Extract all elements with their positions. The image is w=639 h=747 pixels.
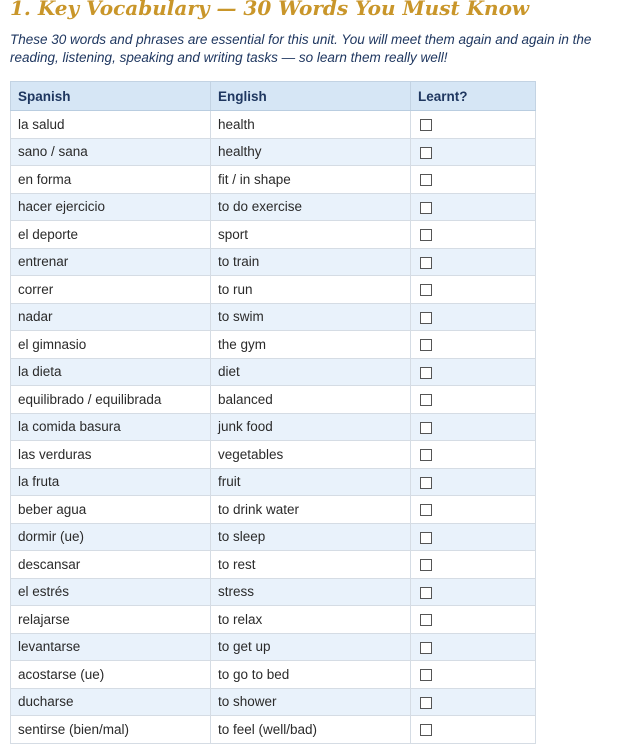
learnt-cell [411, 661, 536, 689]
spanish-term: el estrés [11, 578, 211, 606]
table-row [11, 578, 536, 606]
learnt-checkbox[interactable] [420, 504, 432, 516]
spanish-term: nadar [11, 303, 211, 331]
learnt-checkbox[interactable] [420, 642, 432, 654]
english-translation: diet [211, 358, 411, 386]
worksheet-page [10, 0, 630, 67]
learnt-checkbox[interactable] [420, 339, 432, 351]
table-row [11, 138, 536, 166]
learnt-checkbox[interactable] [420, 174, 432, 186]
learnt-cell [411, 331, 536, 359]
table-row [11, 496, 536, 524]
learnt-checkbox[interactable] [420, 229, 432, 241]
learnt-cell [411, 111, 536, 139]
learnt-checkbox[interactable] [420, 669, 432, 681]
table-row [11, 523, 536, 551]
learnt-cell [411, 303, 536, 331]
english-translation: to train [211, 248, 411, 276]
table-row [11, 661, 536, 689]
learnt-checkbox[interactable] [420, 257, 432, 269]
spanish-term: correr [11, 276, 211, 304]
learnt-checkbox[interactable] [420, 477, 432, 489]
learnt-checkbox[interactable] [420, 394, 432, 406]
english-translation: sport [211, 221, 411, 249]
english-translation: to sleep [211, 523, 411, 551]
learnt-cell [411, 193, 536, 221]
english-translation: healthy [211, 138, 411, 166]
spanish-term: la salud [11, 111, 211, 139]
english-translation: to feel (well/bad) [211, 716, 411, 744]
spanish-term: la comida basura [11, 413, 211, 441]
learnt-checkbox[interactable] [420, 697, 432, 709]
header-english: English [211, 82, 411, 111]
learnt-cell [411, 551, 536, 579]
english-translation: to drink water [211, 496, 411, 524]
table-row [11, 441, 536, 469]
header-learnt: Learnt? [411, 82, 536, 111]
learnt-cell [411, 166, 536, 194]
learnt-cell [411, 386, 536, 414]
learnt-cell [411, 221, 536, 249]
learnt-checkbox[interactable] [420, 614, 432, 626]
section-title: 1. Key Vocabulary — 30 Words You Must Know [10, 0, 530, 20]
learnt-checkbox[interactable] [420, 119, 432, 131]
learnt-checkbox[interactable] [420, 422, 432, 434]
spanish-term: sentirse (bien/mal) [11, 716, 211, 744]
learnt-cell [411, 606, 536, 634]
english-translation: vegetables [211, 441, 411, 469]
learnt-cell [411, 688, 536, 716]
learnt-cell [411, 138, 536, 166]
table-header-row [11, 82, 536, 111]
learnt-cell [411, 578, 536, 606]
table-row [11, 166, 536, 194]
spanish-term: levantarse [11, 633, 211, 661]
table-row [11, 248, 536, 276]
english-translation: health [211, 111, 411, 139]
table-row [11, 688, 536, 716]
learnt-cell [411, 441, 536, 469]
learnt-cell [411, 468, 536, 496]
learnt-cell [411, 496, 536, 524]
spanish-term: hacer ejercicio [11, 193, 211, 221]
intro-text: These 30 words and phrases are essential for this unit. You will meet them again and again in the reading, listening, speaking and writing tasks — so learn them really well! [10, 32, 592, 65]
table-row [11, 716, 536, 744]
spanish-term: beber agua [11, 496, 211, 524]
table-row [11, 386, 536, 414]
table-row [11, 221, 536, 249]
spanish-term: relajarse [11, 606, 211, 634]
spanish-term: las verduras [11, 441, 211, 469]
english-translation: fit / in shape [211, 166, 411, 194]
table-row [11, 276, 536, 304]
english-translation: to go to bed [211, 661, 411, 689]
table-row [11, 303, 536, 331]
english-translation: stress [211, 578, 411, 606]
table-row [11, 551, 536, 579]
table-row [11, 111, 536, 139]
english-translation: to get up [211, 633, 411, 661]
english-translation: to swim [211, 303, 411, 331]
spanish-term: equilibrado / equilibrada [11, 386, 211, 414]
english-translation: junk food [211, 413, 411, 441]
learnt-cell [411, 248, 536, 276]
spanish-term: en forma [11, 166, 211, 194]
table-row [11, 468, 536, 496]
learnt-checkbox[interactable] [420, 587, 432, 599]
spanish-term: la dieta [11, 358, 211, 386]
spanish-term: acostarse (ue) [11, 661, 211, 689]
learnt-cell [411, 358, 536, 386]
table-row [11, 413, 536, 441]
learnt-checkbox[interactable] [420, 312, 432, 324]
learnt-checkbox[interactable] [420, 559, 432, 571]
table-row [11, 193, 536, 221]
learnt-checkbox[interactable] [420, 532, 432, 544]
table-row [11, 331, 536, 359]
learnt-checkbox[interactable] [420, 202, 432, 214]
english-translation: to do exercise [211, 193, 411, 221]
header-spanish: Spanish [11, 82, 211, 111]
learnt-cell [411, 633, 536, 661]
vocabulary-rows [11, 111, 536, 744]
learnt-checkbox[interactable] [420, 449, 432, 461]
learnt-cell [411, 523, 536, 551]
learnt-checkbox[interactable] [420, 367, 432, 379]
english-translation: the gym [211, 331, 411, 359]
table-row [11, 633, 536, 661]
learnt-checkbox[interactable] [420, 147, 432, 159]
spanish-term: ducharse [11, 688, 211, 716]
english-translation: to relax [211, 606, 411, 634]
learnt-cell [411, 276, 536, 304]
spanish-term: dormir (ue) [11, 523, 211, 551]
english-translation: to run [211, 276, 411, 304]
english-translation: to shower [211, 688, 411, 716]
table-row [11, 358, 536, 386]
learnt-checkbox[interactable] [420, 284, 432, 296]
table-row [11, 606, 536, 634]
learnt-cell [411, 413, 536, 441]
english-translation: balanced [211, 386, 411, 414]
learnt-cell [411, 716, 536, 744]
spanish-term: descansar [11, 551, 211, 579]
vocabulary-table [10, 81, 536, 744]
english-translation: fruit [211, 468, 411, 496]
spanish-term: sano / sana [11, 138, 211, 166]
spanish-term: entrenar [11, 248, 211, 276]
learnt-checkbox[interactable] [420, 724, 432, 736]
spanish-term: la fruta [11, 468, 211, 496]
spanish-term: el gimnasio [11, 331, 211, 359]
english-translation: to rest [211, 551, 411, 579]
spanish-term: el deporte [11, 221, 211, 249]
